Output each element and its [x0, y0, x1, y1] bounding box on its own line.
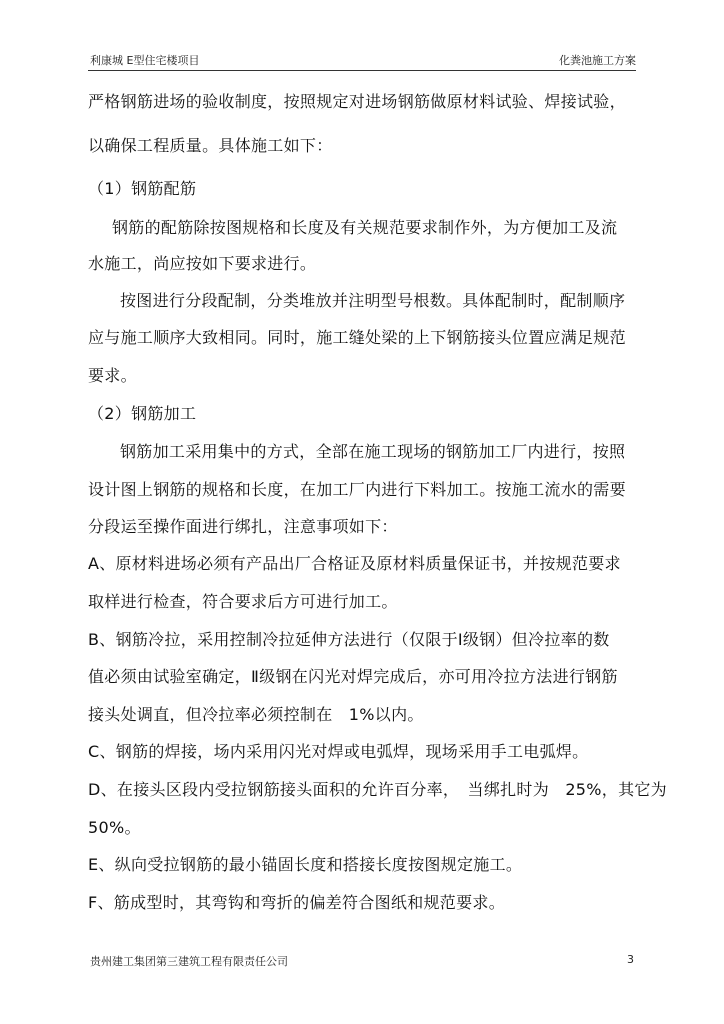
footer-company-name: 贵州建工集团第三建筑工程有限责任公司 [90, 955, 288, 968]
list-item: D、在接头区段内受拉钢筋接头面积的允许百分率， 当绑扎时为 25%，其它为 [88, 780, 667, 799]
page-footer [90, 953, 634, 967]
body-line: 按图进行分段配制，分类堆放并注明型号根数。具体配制时，配制顺序 [120, 291, 626, 310]
body-line: 钢筋加工采用集中的方式，全部在施工现场的钢筋加工厂内进行，按照 [120, 442, 626, 461]
list-item: B、钢筋冷拉，采用控制冷拉延伸方法进行（仅限于Ⅰ级钢）但冷拉率的数 [88, 630, 610, 649]
section-heading: （1）钢筋配筋 [88, 179, 197, 198]
list-item: A、原材料进场必须有产品出厂合格证及原材料质量保证书，并按规范要求 [88, 554, 621, 573]
body-line: 接头处调直，但冷拉率必须控制在 1%以内。 [88, 705, 424, 724]
body-line: 取样进行检查，符合要求后方可进行加工。 [88, 592, 398, 611]
body-line: 要求。 [88, 366, 137, 385]
list-item: F、筋成型时，其弯钩和弯折的偏差符合图纸和规范要求。 [88, 893, 506, 912]
body-line: 以确保工程质量。具体施工如下： [88, 136, 333, 155]
body-line: 钢筋的配筋除按图规格和长度及有关规范要求制作外，为方便加工及流 [112, 218, 618, 237]
section-heading: （2）钢筋加工 [88, 404, 197, 423]
page-number: 3 [627, 953, 634, 966]
body-line: 严格钢筋进场的验收制度，按照规定对进场钢筋做原材料试验、焊接试验， [88, 92, 626, 111]
list-item: C、钢筋的焊接，场内采用闪光对焊或电弧焊，现场采用手工电弧焊。 [88, 742, 589, 761]
body-line: 50%。 [88, 818, 141, 837]
header-document-title: 化粪池施工方案 [559, 54, 636, 67]
header-project-name: 利康城 E型住宅楼项目 [90, 54, 200, 67]
page-header [90, 52, 636, 68]
body-line: 分段运至操作面进行绑扎，注意事项如下： [88, 517, 398, 536]
list-item: E、纵向受拉钢筋的最小锚固长度和搭接长度按图规定施工。 [88, 855, 523, 874]
header-rule [88, 70, 636, 71]
body-line: 设计图上钢筋的规格和长度，在加工厂内进行下料加工。按施工流水的需要 [88, 480, 626, 499]
body-line: 水施工，尚应按如下要求进行。 [88, 254, 317, 273]
body-line: 应与施工顺序大致相同。同时，施工缝处梁的上下钢筋接头位置应满足规范 [88, 328, 626, 347]
body-line: 值必须由试验室确定，Ⅱ级钢在闪光对焊完成后，亦可用冷拉方法进行钢筋 [88, 667, 618, 686]
